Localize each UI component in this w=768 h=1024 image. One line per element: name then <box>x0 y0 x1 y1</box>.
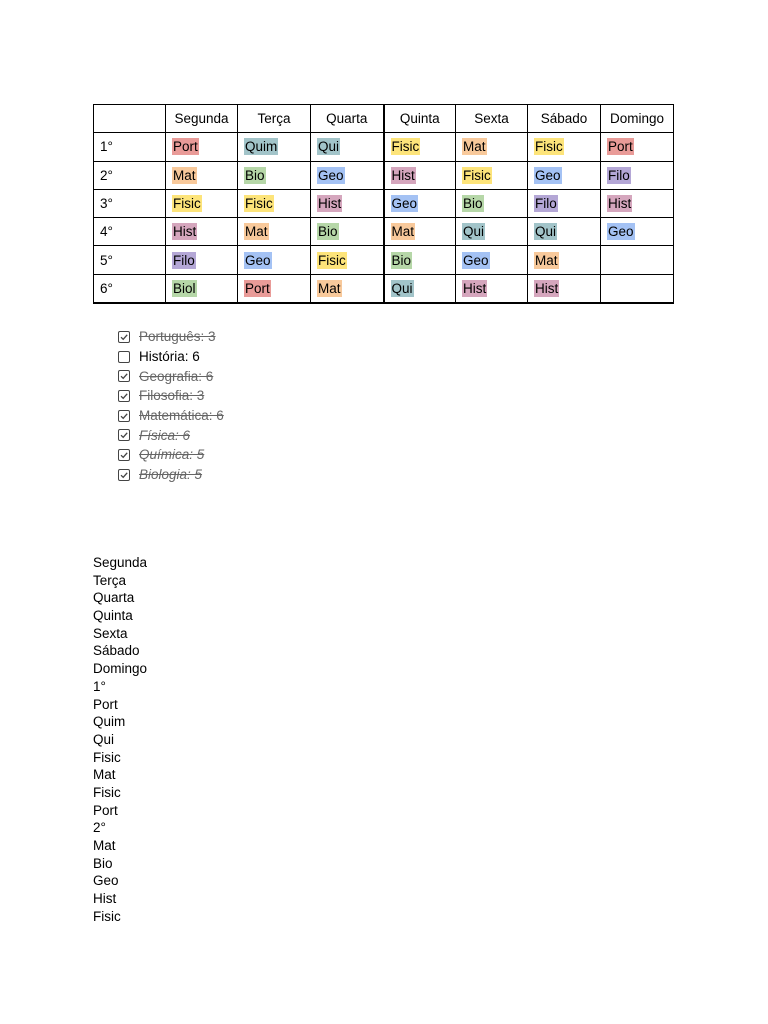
subject-tag: Fisic <box>245 196 273 212</box>
checked-checkbox[interactable] <box>118 429 130 441</box>
subject-cell <box>601 189 674 217</box>
subject-cell <box>456 133 528 161</box>
subject-tag: Mat <box>391 224 415 240</box>
plain-text-list <box>93 554 147 925</box>
checkmark-icon <box>119 430 129 440</box>
checklist-item <box>118 445 224 465</box>
checklist-label: História: 6 <box>139 349 200 365</box>
period-label-cell: 6° <box>94 274 166 302</box>
subject-tag: Biol <box>173 280 196 296</box>
table-row <box>94 274 674 302</box>
day-header-cell: Quarta <box>311 105 384 133</box>
subject-cell <box>601 274 674 302</box>
text-line: Domingo <box>93 661 148 677</box>
subject-cell <box>311 218 384 246</box>
text-line: Hist <box>93 891 117 907</box>
period-label-cell: 3° <box>94 189 166 217</box>
subject-tag: Geo <box>391 196 418 212</box>
schedule-table <box>93 104 674 304</box>
subject-cell <box>601 133 674 161</box>
subject-tag: Mat <box>535 252 558 268</box>
checklist-item <box>118 406 224 426</box>
subject-tag: Mat <box>245 224 268 240</box>
text-line: Port <box>93 696 118 712</box>
subject-cell <box>166 133 238 161</box>
checklist-item <box>118 327 224 347</box>
period-label-cell: 4° <box>94 218 166 246</box>
day-header-cell: Sábado <box>528 105 601 133</box>
text-line: Segunda <box>93 555 148 570</box>
subject-tag: Quim <box>245 139 278 155</box>
subject-cell <box>311 274 384 302</box>
table-header-row <box>94 105 674 133</box>
table-row <box>94 161 674 189</box>
subject-cell <box>384 161 456 189</box>
subject-cell <box>311 189 384 217</box>
subject-cell <box>528 246 601 274</box>
subject-tag: Bio <box>245 167 265 183</box>
subject-tag: Port <box>173 139 198 155</box>
checklist-item <box>118 347 224 367</box>
subject-tag: Hist <box>391 167 415 183</box>
checkmark-icon <box>119 332 129 342</box>
subject-tag: Geo <box>245 252 271 268</box>
subject-tag: Geo <box>463 252 489 268</box>
subject-tag: Fisic <box>173 196 201 212</box>
subject-tag: Fisic <box>463 167 491 183</box>
day-header-cell: Terça <box>238 105 311 133</box>
subject-cell <box>456 246 528 274</box>
checklist-label: Biologia: 5 <box>139 467 203 483</box>
checked-checkbox[interactable] <box>118 331 130 343</box>
checklist-label: Física: 6 <box>139 427 191 443</box>
day-header-cell: Segunda <box>166 105 238 133</box>
subject-tag: Bio <box>463 196 483 212</box>
day-header-cell: Domingo <box>601 105 674 133</box>
subject-cell <box>238 246 311 274</box>
subject-tag: Qui <box>318 139 340 155</box>
subject-cell <box>528 189 601 217</box>
text-line: Quarta <box>93 590 135 606</box>
subject-cell <box>166 274 238 302</box>
text-line: 1° <box>93 678 106 694</box>
subject-cell <box>601 246 674 274</box>
subject-tag: Qui <box>463 224 485 240</box>
checklist-label: Química: 5 <box>139 447 205 463</box>
subject-tag: Fisic <box>391 139 420 155</box>
subject-tag: Mat <box>318 280 341 296</box>
checkmark-icon <box>119 470 129 480</box>
checked-checkbox[interactable] <box>118 449 130 461</box>
checked-checkbox[interactable] <box>118 469 130 481</box>
text-line: Fisic <box>93 749 121 765</box>
checkmark-icon <box>119 371 129 381</box>
checked-checkbox[interactable] <box>118 390 130 402</box>
subject-cell <box>456 274 528 302</box>
text-line: Quim <box>93 714 126 730</box>
text-line: Bio <box>93 855 113 871</box>
subject-cell <box>528 218 601 246</box>
text-line: Sexta <box>93 625 128 641</box>
subject-cell <box>238 133 311 161</box>
checked-checkbox[interactable] <box>118 370 130 382</box>
subject-cell <box>456 189 528 217</box>
checked-checkbox[interactable] <box>118 410 130 422</box>
subject-cell <box>528 161 601 189</box>
day-header-cell: Quinta <box>384 105 456 133</box>
subject-tag: Hist <box>608 196 632 212</box>
subject-tag: Hist <box>318 196 342 212</box>
subject-cell <box>528 133 601 161</box>
subject-cell <box>166 218 238 246</box>
table-row <box>94 189 674 217</box>
checklist-label: Geografia: 6 <box>139 368 214 384</box>
text-line: Quinta <box>93 608 133 624</box>
subject-tag: Hist <box>173 224 197 240</box>
subject-tag: Hist <box>535 280 559 296</box>
period-label-cell: 5° <box>94 246 166 274</box>
text-line: Geo <box>93 873 119 889</box>
subject-tag: Bio <box>318 224 338 240</box>
subject-cell <box>166 246 238 274</box>
subject-cell <box>384 274 456 302</box>
subject-cell <box>456 161 528 189</box>
table-row <box>94 218 674 246</box>
checklist-item <box>118 386 224 406</box>
checkmark-icon <box>119 411 129 421</box>
checklist-item <box>118 465 224 485</box>
unchecked-checkbox[interactable] <box>118 351 130 363</box>
checklist-item <box>118 425 224 445</box>
text-line: Fisic <box>93 908 121 924</box>
checklist-label: Filosofia: 3 <box>139 388 205 404</box>
subject-tag: Qui <box>535 224 557 240</box>
subject-cell <box>238 189 311 217</box>
subject-cell <box>384 246 456 274</box>
subject-cell <box>601 161 674 189</box>
subject-cell <box>238 218 311 246</box>
subject-cell <box>384 218 456 246</box>
subject-cell <box>456 218 528 246</box>
checklist-item <box>118 366 224 386</box>
subject-tag: Fisic <box>318 252 346 268</box>
subject-tag: Geo <box>318 167 344 183</box>
subject-cell <box>311 133 384 161</box>
table-row <box>94 133 674 161</box>
text-line: Port <box>93 802 118 818</box>
period-label-cell: 2° <box>94 161 166 189</box>
subject-tag: Filo <box>173 252 195 268</box>
subject-tag: Port <box>245 280 270 296</box>
period-label-cell: 1° <box>94 133 166 161</box>
subject-cell <box>528 274 601 302</box>
subject-cell <box>384 133 456 161</box>
table-row <box>94 246 674 274</box>
subject-tag: Geo <box>608 224 634 240</box>
text-line: 2° <box>93 820 106 836</box>
text-line: Sábado <box>93 643 140 659</box>
checkmark-icon <box>119 391 129 401</box>
subject-tag: Hist <box>463 280 487 296</box>
subject-cell <box>384 189 456 217</box>
subject-cell <box>311 246 384 274</box>
subject-cell <box>311 161 384 189</box>
subject-cell <box>238 274 311 302</box>
subject-tag: Filo <box>608 167 630 183</box>
subject-cell <box>166 161 238 189</box>
subject-cell <box>166 189 238 217</box>
text-line: Mat <box>93 838 116 853</box>
subject-tag: Fisic <box>535 139 563 155</box>
checkmark-icon <box>119 450 129 460</box>
subject-tag: Geo <box>535 167 561 183</box>
text-line: Mat <box>93 767 116 783</box>
subject-tag: Bio <box>391 252 412 268</box>
header-corner-cell <box>94 105 166 133</box>
subject-tag: Mat <box>173 167 196 183</box>
subject-cell <box>601 218 674 246</box>
text-line: Fisic <box>93 784 121 800</box>
text-line: Terça <box>93 572 127 588</box>
checklist-label: Matemática: 6 <box>139 408 224 424</box>
subject-tag: Mat <box>463 139 486 155</box>
subject-tag: Port <box>608 139 633 155</box>
subject-tag: Qui <box>391 280 413 296</box>
text-line: Qui <box>93 731 115 747</box>
subject-tag: Filo <box>535 196 557 212</box>
day-header-cell: Sexta <box>456 105 528 133</box>
subject-cell <box>238 161 311 189</box>
checklist-label: Português: 3 <box>139 329 216 345</box>
subject-checklist <box>118 327 224 485</box>
